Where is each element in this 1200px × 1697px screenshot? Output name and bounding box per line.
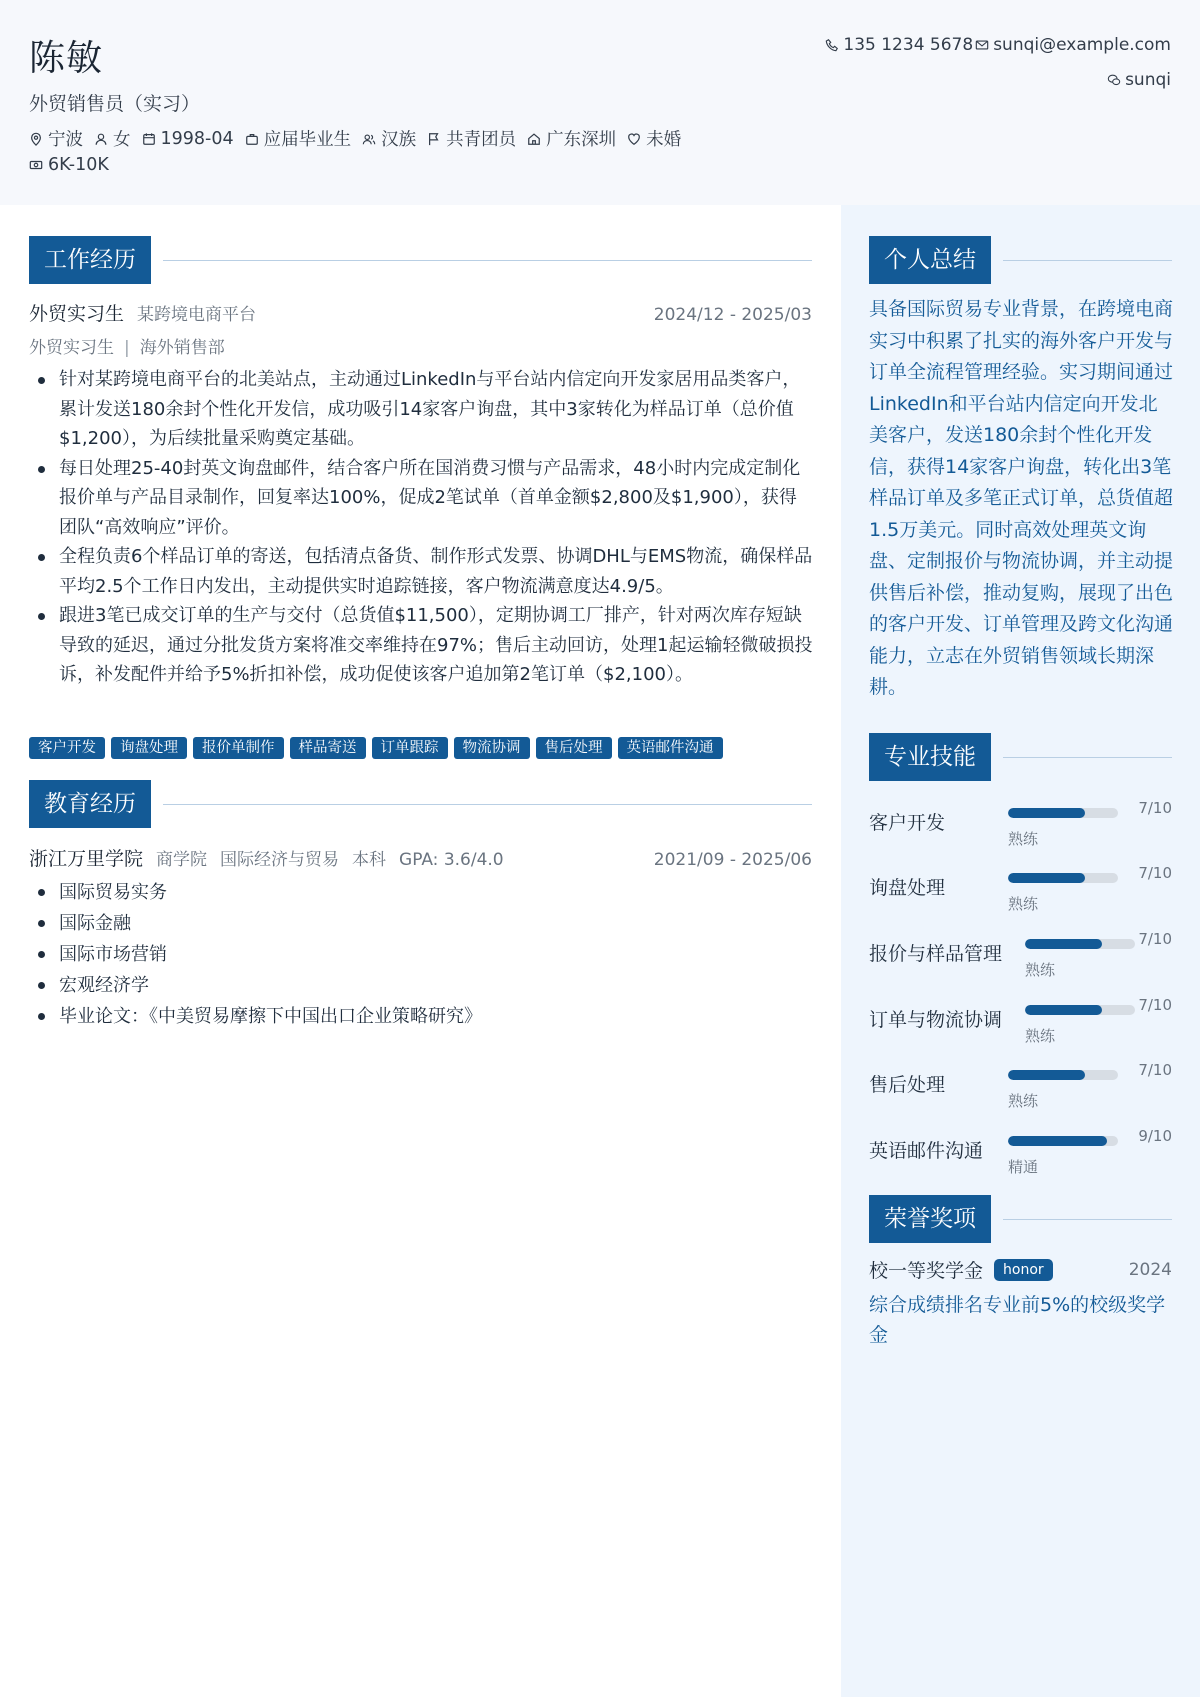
people-icon (362, 132, 376, 146)
edu-date: 2021/09 - 2025/06 (653, 850, 812, 870)
skill-bar (1008, 1070, 1118, 1080)
work-bullet: 针对某跨境电商平台的北美站点，主动通过LinkedIn与平台站内信定向开发家居用品类客户，累计发送180余封个性化开发信，成功吸引14家客户询盘，其中3家转化为样品订单（总价值$1,200），为后续批量采购奠定基础。 (29, 365, 814, 454)
skill-tag: 售后处理 (536, 737, 612, 759)
meta-ethnicity (362, 126, 416, 151)
skill-level: 熟练 (1025, 1027, 1056, 1045)
award-badge: honor (994, 1259, 1053, 1281)
awards-section-label: 荣誉奖项 (869, 1195, 991, 1243)
meta-hometown-text: 广东深圳 (546, 130, 617, 150)
wechat-icon (1107, 73, 1121, 87)
skill-bar-fill (1008, 873, 1085, 883)
section-divider (163, 260, 812, 261)
skill-score: 9/10 (1138, 1127, 1172, 1145)
skill-name: 客户开发 (869, 812, 946, 834)
work-separator: | (124, 338, 130, 358)
course-item: 国际贸易实务 (29, 877, 814, 908)
skill-tag: 报价单制作 (193, 737, 284, 759)
work-tags (29, 737, 729, 759)
meta-gender-text: 女 (113, 130, 131, 150)
skill-bar (1008, 1136, 1118, 1146)
meta-ethnicity-text: 汉族 (381, 130, 417, 150)
award-year: 2024 (1128, 1259, 1172, 1280)
award-header (869, 1256, 1172, 1283)
skill-score: 7/10 (1138, 996, 1172, 1014)
work-bullet: 全程负责6个样品订单的寄送，包括清点备货、制作形式发票、协调DHL与EMS物流，确保样品平均2.5个工作日内发出，主动提供实时追踪链接，客户物流满意度达4.9/5。 (29, 542, 814, 601)
job-title: 外贸销售员（实习） (29, 93, 201, 115)
wechat-line (1107, 70, 1171, 90)
phone-text[interactable]: 135 1234 5678 (843, 35, 974, 55)
education-section-title (29, 780, 812, 828)
skills-section-label: 专业技能 (869, 733, 991, 781)
skill-name: 英语邮件沟通 (869, 1140, 984, 1162)
money-icon (29, 158, 43, 172)
work-bullets (29, 365, 814, 690)
skill-tag: 询盘处理 (111, 737, 187, 759)
meta-marital-text: 未婚 (646, 130, 682, 150)
home-icon (527, 132, 541, 146)
skill-bar (1008, 808, 1118, 818)
phone-icon (825, 38, 839, 52)
skill-row (869, 1056, 1172, 1116)
work-department: 海外销售部 (139, 338, 225, 358)
briefcase-icon (245, 132, 259, 146)
work-company: 某跨境电商平台 (137, 305, 257, 325)
skill-tag: 客户开发 (29, 737, 105, 759)
skill-bar-fill (1008, 1070, 1085, 1080)
skill-bar (1008, 873, 1118, 883)
course-item: 毕业论文：《中美贸易摩擦下中国出口企业策略研究》 (29, 1001, 814, 1032)
user-icon (94, 132, 108, 146)
personal-info-row (29, 126, 692, 151)
edu-degree: 本科 (352, 850, 387, 870)
work-date: 2024/12 - 2025/03 (653, 305, 812, 325)
skill-level: 熟练 (1008, 830, 1039, 848)
contact-line (825, 35, 1171, 55)
education-courses (29, 877, 814, 1032)
work-section-label: 工作经历 (29, 236, 151, 284)
skill-tag: 样品寄送 (290, 737, 366, 759)
meta-birth-text: 1998-04 (160, 128, 234, 149)
location-icon (29, 132, 43, 146)
skill-tag: 物流协调 (454, 737, 530, 759)
heart-icon (627, 132, 641, 146)
mail-icon (975, 38, 989, 52)
skill-level: 熟练 (1008, 895, 1039, 913)
meta-status (245, 126, 352, 151)
skill-level: 熟练 (1025, 961, 1056, 979)
skill-bar-fill (1008, 808, 1085, 818)
edu-major: 国际经济与贸易 (220, 850, 340, 870)
edu-college: 商学院 (156, 850, 208, 870)
skill-name: 询盘处理 (869, 877, 946, 899)
summary-text: 具备国际贸易专业背景，在跨境电商实习中积累了扎实的海外客户开发与订单全流程管理经验。实习期间通过LinkedIn和平台站内信定向开发北美客户，发送180余封个性化开发信，获得14家客户询盘，转化出3笔样品订单及多笔正式订单，总货值超1.5万美元。同时高效处理英文询盘、定制报价与物流协调，并主动提供售后补偿，推动复购，展现了出色的客户开发、订单管理及跨文化沟通能力，立志在外贸销售领域长期深耕。 (869, 298, 1174, 698)
wechat-text[interactable]: sunqi (1125, 70, 1171, 90)
skill-bar-fill (1008, 1136, 1107, 1146)
education-section-label: 教育经历 (29, 780, 151, 828)
meta-status-text: 应届毕业生 (263, 130, 352, 150)
course-item: 国际金融 (29, 908, 814, 939)
course-item: 国际市场营销 (29, 939, 814, 970)
skill-tag: 英语邮件沟通 (618, 737, 723, 759)
work-section-title (29, 236, 812, 284)
skill-score: 7/10 (1138, 1061, 1172, 1079)
flag-icon (427, 132, 441, 146)
meta-marital (627, 126, 681, 151)
skill-row (869, 925, 1172, 985)
meta-political (427, 126, 516, 151)
edu-gpa: GPA: 3.6/4.0 (399, 850, 504, 870)
skill-name: 订单与物流协调 (869, 1009, 1003, 1031)
work-bullet: 跟进3笔已成交订单的生产与交付（总货值$11,500），定期协调工厂排产，针对两次库存短缺导致的延迟，通过分批发货方案将准交率维持在97%；售后主动回访，处理1起运输轻微破损投诉，补发配件并给予5%折扣补偿，成功促使该客户追加第2笔订单（$2,100）。 (29, 601, 814, 690)
meta-location-text: 宁波 (48, 130, 83, 150)
summary-section-title (869, 236, 1172, 284)
skill-name: 报价与样品管理 (869, 943, 1003, 965)
section-divider (1003, 757, 1172, 758)
candidate-name: 陈敏 (29, 38, 104, 79)
skill-tag: 订单跟踪 (372, 737, 448, 759)
skill-level: 精通 (1008, 1158, 1039, 1176)
award-name: 校一等奖学金 (869, 1260, 984, 1282)
skill-bar-fill (1025, 1005, 1102, 1015)
salary-row (29, 155, 120, 175)
meta-hometown (527, 126, 616, 151)
section-divider (1003, 260, 1172, 261)
skill-level: 熟练 (1008, 1092, 1039, 1110)
award-description: 综合成绩排名专业前5%的校级奖学金 (869, 1294, 1166, 1346)
education-entry-header (29, 844, 812, 871)
meta-location (29, 126, 83, 151)
section-divider (1003, 1219, 1172, 1220)
email-text[interactable]: sunqi@example.com (993, 35, 1171, 55)
skill-row (869, 1122, 1172, 1182)
skill-bar-fill (1025, 939, 1102, 949)
skill-row (869, 859, 1172, 919)
work-entry-header (29, 299, 812, 326)
course-item: 宏观经济学 (29, 970, 814, 1001)
work-role: 外贸实习生 (29, 303, 125, 325)
meta-salary (29, 155, 109, 175)
work-position: 外贸实习生 (29, 338, 114, 358)
meta-gender (94, 126, 131, 151)
skills-section-title (869, 733, 1172, 781)
meta-birth (142, 129, 234, 149)
skill-score: 7/10 (1138, 864, 1172, 882)
skill-score: 7/10 (1138, 930, 1172, 948)
awards-section-title (869, 1195, 1172, 1243)
skill-row (869, 794, 1172, 854)
work-bullet: 每日处理25-40封英文询盘邮件，结合客户所在国消费习惯与产品需求，48小时内完成定制化报价单与产品目录制作，回复率达100%，促成2笔试单（首单金额$2,800及$1,900），获得团队“高效响应”评价。 (29, 454, 814, 543)
skill-score: 7/10 (1138, 799, 1172, 817)
skill-name: 售后处理 (869, 1074, 946, 1096)
skill-bar (1025, 1005, 1135, 1015)
summary-section-label: 个人总结 (869, 236, 991, 284)
meta-salary-text: 6K-10K (48, 155, 109, 175)
work-subline (29, 333, 225, 358)
edu-school: 浙江万里学院 (29, 848, 144, 870)
meta-political-text: 共青团员 (446, 130, 517, 150)
resume-header (0, 0, 1200, 205)
skill-row (869, 991, 1172, 1051)
section-divider (163, 804, 812, 805)
skill-bar (1025, 939, 1135, 949)
calendar-icon (142, 132, 156, 146)
